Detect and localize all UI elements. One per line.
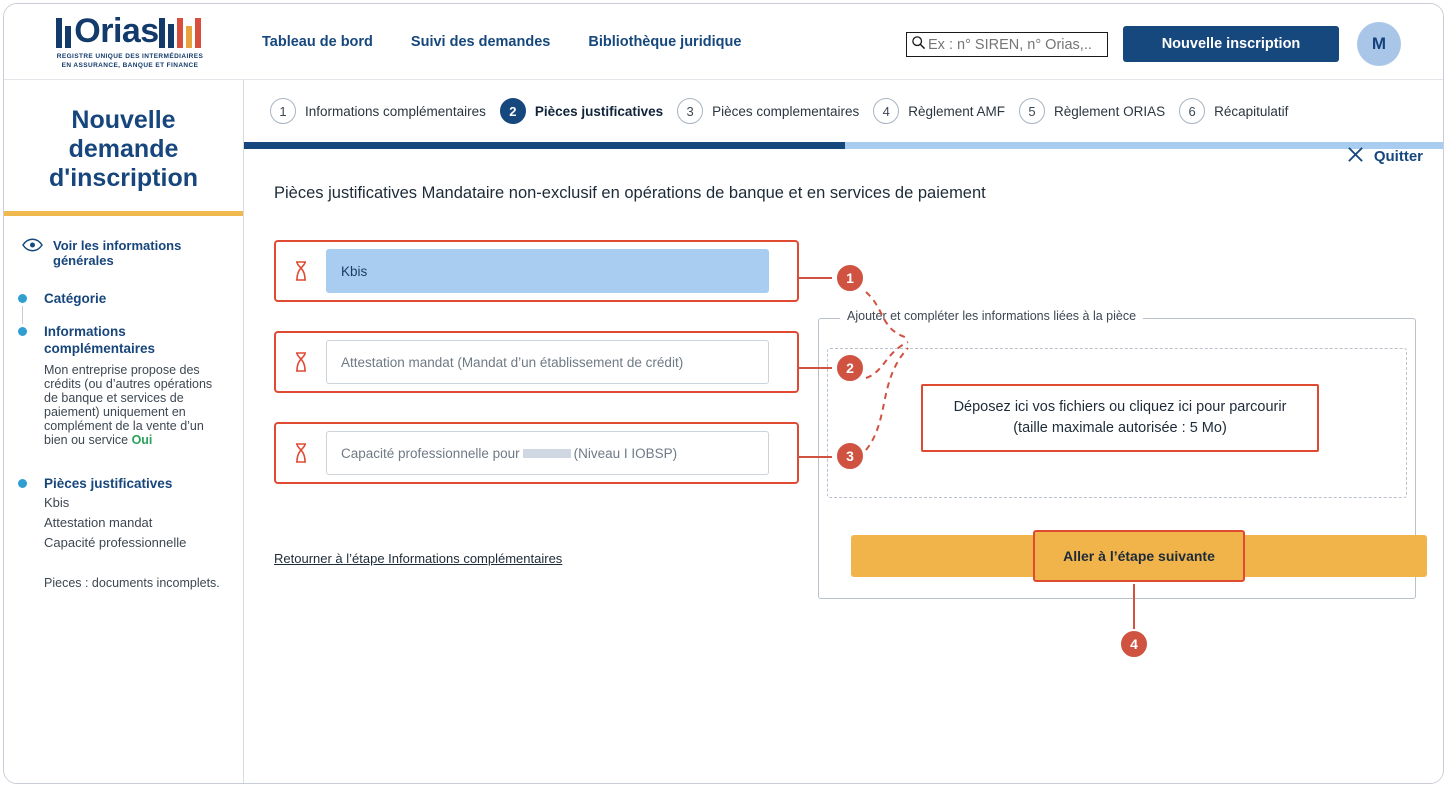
annotation-badge-2: 2 (835, 353, 865, 383)
search-box[interactable] (906, 32, 1108, 57)
hourglass-icon (276, 443, 326, 463)
step-2-number: 2 (500, 98, 526, 124)
sidebar-steps (4, 290, 243, 552)
nav-item-legal-library[interactable]: Bibliothèque juridique (588, 34, 742, 50)
step-1[interactable] (270, 98, 486, 124)
dropzone-message-line1: Déposez ici vos fichiers ou cliquez ici pour parcourir (953, 399, 1287, 415)
wizard-stepper (244, 80, 1444, 142)
avatar[interactable]: M (1357, 22, 1401, 66)
step-3[interactable] (677, 98, 859, 124)
browser-window (3, 3, 1444, 784)
step-connector (22, 306, 23, 324)
logo-bars-left-icon (56, 14, 74, 48)
sidebar-note-text: Mon entreprise propose des crédits (ou d’autres opérations de banque et services de paiement) uniquement en complément de la vente d’un bien ou service (44, 363, 213, 447)
quit-label: Quitter (1373, 148, 1423, 165)
next-step-button[interactable]: Aller à l’étape suivante (1033, 530, 1245, 582)
document-row-attestation-mandat[interactable] (274, 331, 799, 393)
logo-row (56, 14, 203, 48)
step-6-number: 6 (1179, 98, 1205, 124)
document-field-kbis[interactable]: Kbis (326, 249, 769, 293)
step-5-label: Règlement ORIAS (1054, 103, 1166, 119)
sidebar-step-label: Catégorie (44, 291, 107, 306)
page-title: Pièces justificatives Mandataire non-exclusif en opérations de banque et en services de paiement (274, 184, 986, 202)
sidebar-item-categorie[interactable] (4, 290, 243, 307)
sidebar-subitem-capacite-professionnelle[interactable]: Capacité professionnelle (44, 535, 187, 550)
hourglass-icon (276, 261, 326, 281)
step-6-label: Récapitulatif (1214, 103, 1289, 119)
step-dot-icon (18, 327, 27, 336)
step-6[interactable] (1179, 98, 1288, 124)
main-nav-links (262, 34, 741, 50)
search-icon (911, 35, 926, 55)
sidebar-title: Nouvelle demande d'inscription (4, 80, 243, 216)
step-2-label: Pièces justificatives (534, 103, 664, 119)
back-to-previous-step-link[interactable]: Retourner à l’étape Informations complémentaires (274, 551, 563, 566)
orias-logo[interactable] (16, 4, 244, 80)
step-4-number: 4 (873, 98, 899, 124)
nav-item-dashboard[interactable]: Tableau de bord (262, 34, 373, 50)
document-row-kbis[interactable] (274, 240, 799, 302)
eye-icon (22, 238, 43, 257)
step-5[interactable] (1019, 98, 1165, 124)
step-1-label: Informations complémentaires (305, 103, 486, 119)
sidebar-subitem-attestation-mandat[interactable]: Attestation mandat (44, 515, 153, 530)
sidebar-step-note (44, 363, 229, 447)
capacite-label-prefix: Capacité professionnelle pour (341, 445, 520, 461)
document-row-capacite-professionnelle[interactable] (274, 422, 799, 484)
step-5-number: 5 (1019, 98, 1045, 124)
capacite-label-suffix: (Niveau I IOBSP) (573, 445, 678, 461)
sidebar-note-answer: Oui (131, 433, 153, 447)
close-icon (1347, 146, 1364, 167)
main-content (244, 80, 1444, 784)
progress-bar-fill (244, 142, 845, 149)
logo-subtitle: REGISTRE UNIQUE DES INTERMÉDIAIRES EN ASSURANCE, BANQUE ET FINANCE (56, 53, 204, 69)
redacted-text-block (523, 449, 571, 458)
logo-wordmark: Orias (74, 12, 159, 50)
hourglass-icon (276, 352, 326, 372)
search-input[interactable] (926, 36, 1103, 54)
new-registration-button[interactable]: Nouvelle inscription (1123, 26, 1339, 62)
top-navigation-bar (4, 4, 1444, 80)
sidebar-step-label: Pièces justificatives (44, 476, 173, 491)
step-4[interactable] (873, 98, 1005, 124)
logo-bars-right-icon (159, 14, 204, 48)
sidebar-item-pieces-justificatives[interactable] (4, 475, 243, 552)
progress-bar (244, 142, 1444, 149)
step-dot-icon (18, 294, 27, 303)
sidebar (4, 80, 244, 784)
annotation-badge-1: 1 (835, 263, 865, 293)
sidebar-item-informations-complementaires[interactable] (4, 323, 243, 447)
step-3-number: 3 (677, 98, 703, 124)
step-1-number: 1 (270, 98, 296, 124)
step-3-label: Pièces complementaires (712, 103, 860, 119)
sidebar-step-label: Informations complémentaires (44, 324, 156, 356)
sidebar-item-general-info[interactable] (4, 238, 243, 268)
sidebar-subitem-kbis[interactable]: Kbis (44, 495, 70, 510)
annotation-badge-4: 4 (1119, 629, 1149, 659)
step-4-label: Règlement AMF (908, 103, 1006, 119)
dropzone-message[interactable] (921, 384, 1319, 452)
document-field-capacite-professionnelle[interactable] (326, 431, 769, 475)
quit-button[interactable] (1347, 146, 1423, 167)
nav-item-requests[interactable]: Suivi des demandes (410, 34, 551, 50)
upload-panel-legend: Ajouter et compléter les informations liées à la pièce (840, 309, 1143, 323)
document-field-attestation-mandat[interactable]: Attestation mandat (Mandat d’un établissement de crédit) (326, 340, 769, 384)
sidebar-status-note: Pieces : documents incomplets. (44, 576, 220, 590)
annotation-badge-3: 3 (835, 441, 865, 471)
dropzone-message-line2: (taille maximale autorisée : 5 Mo) (1013, 420, 1227, 436)
step-2[interactable] (500, 98, 663, 124)
sidebar-general-info-label: Voir les informations générales (53, 238, 182, 268)
step-dot-icon (18, 479, 27, 488)
